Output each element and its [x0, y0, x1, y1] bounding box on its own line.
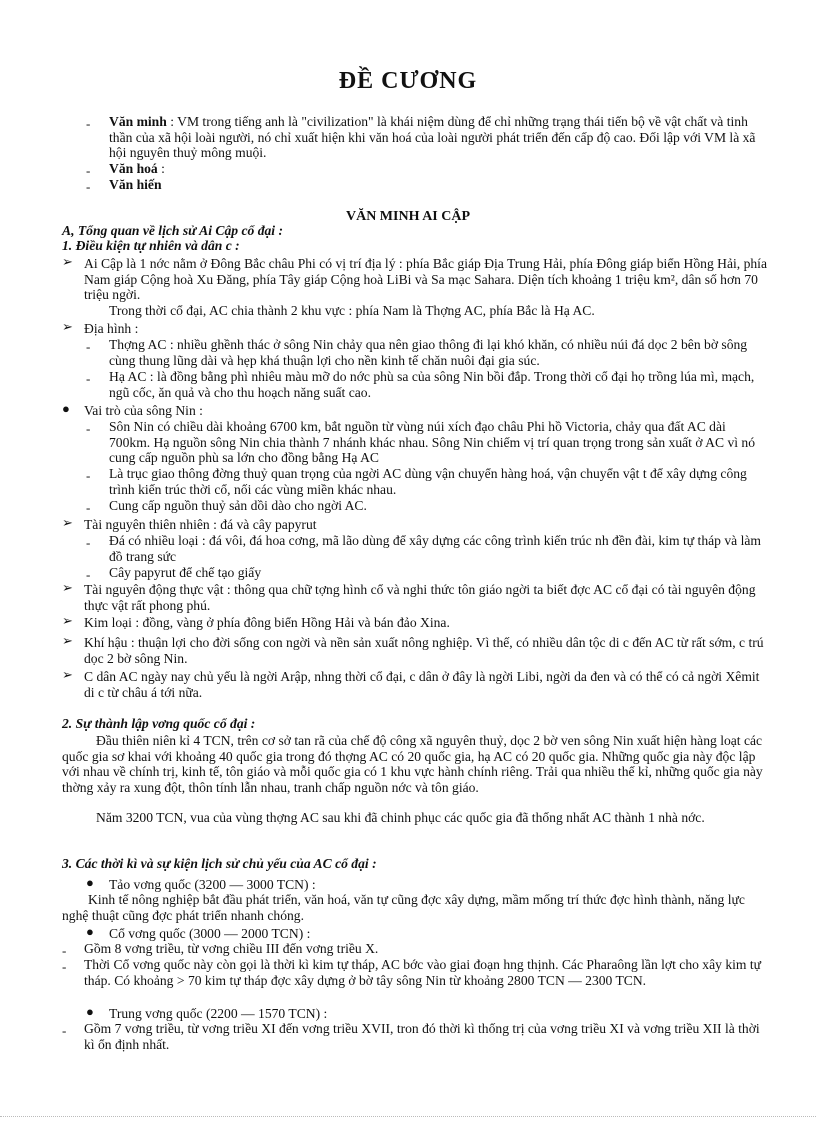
period-old-kingdom: Cổ vơng quốc (3000 — 2000 TCN) : [109, 926, 311, 941]
paragraph-flora-fauna: Tài nguyên động thực vật : thông qua chữ tợng hình cổ và nghi thức tôn giáo ngời ta biết đợc AC cổ đại có tài nguyên động thực vật rất phong phú. [84, 582, 756, 613]
dash-marker: - [62, 1023, 67, 1038]
period-early-kingdom-detail: Kinh tế nông nghiệp bắt đầu phát triển, văn hoá, văn tự cũng đợc xây dựng, mầm mống trí thức đợc hình thành, năng lực nghệ thuật cũng đợc phát triển nhanh chóng. [62, 892, 745, 923]
paragraph-terrain: Địa hình : [84, 321, 139, 336]
round-bullet-icon: ● [86, 924, 94, 939]
nile-transport: Là trục giao thông đờng thuỷ quan trọng của ngời AC dùng vận chuyển hàng hoá, vận chuyển vật t để xây dựng công trình kiến trúc thời cổ, nối các vùng miền khác nhau. [109, 466, 747, 497]
arrow-bullet-icon: ➢ [62, 515, 73, 530]
nile-length: Sôn Nin có chiều dài khoảng 6700 km, bắt nguồn từ vùng núi xích đạo châu Phi hồ Victoria, chảy qua đất AC dài 700km. Hạ nguồn sông Nin chia thành 7 nhánh khác nhau. Sông Nin chiếm vị trí quan trọng trong sản xuất ở AC vì nó cung cấp nguồn phù sa lớn cho đồng bằng Hạ AC [109, 419, 756, 465]
page-bottom-divider [0, 1116, 816, 1117]
dash-marker: - [86, 567, 91, 582]
arrow-bullet-icon: ➢ [62, 633, 73, 648]
dash-marker: - [86, 371, 91, 386]
paragraph-climate: Khí hậu : thuận lợi cho đời sống con ngời và nền sản xuất nông nghiệp. Vì thế, có nhiều dân tộc di c đến AC từ rất sớm, c trú dọc 2 bờ sông Nin. [84, 635, 764, 666]
dash-marker: - [62, 943, 67, 958]
terrain-upper: Thợng AC : nhiều ghềnh thác ở sông Nin chảy qua nên giao thông đi lại khó khăn, có nhiều núi đá dọc 2 bên bờ sông cùng thung lũng dài và hẹp khá thuận lợi cho nền kinh tế chăn nuôi đại gia súc. [109, 337, 748, 368]
round-bullet-icon: ● [62, 401, 70, 416]
dash-marker: - [86, 179, 91, 194]
dash-marker: - [86, 535, 91, 550]
period-middle-kingdom: Trung vơng quốc (2200 — 1570 TCN) : [109, 1006, 328, 1021]
paragraph-nile-role: Vai trò của sông Nin : [84, 403, 203, 418]
round-bullet-icon: ● [86, 1004, 94, 1019]
paragraph-metals: Kim loại : đồng, vàng ở phía đông biển Hồng Hải và bán đảo Xina. [84, 615, 450, 630]
dash-marker: - [86, 468, 91, 483]
paragraph-formation: Đầu thiên niên kỉ 4 TCN, trên cơ sở tan rã của chế độ công xã nguyên thuỷ, dọc 2 bờ ven sông Nin xuất hiện hàng loạt các quốc gia sơ khai với khoảng 40 quốc gia trong đó thợng AC có 20 quốc gia, hạ AC có 20 quốc gia. Những quốc gia này độc lập với nhau về chính trị, kinh tế, tôn giáo và mỗi quốc gia có 1 khu vực hành chính riêng. Trải qua nhiều thế kỉ, những quốc gia này thờng xảy ra xung đột, thôn tính lẫn nhau, tranh chấp nguồn nớc và tôn giáo. [62, 733, 763, 795]
subsection-1-title: 1. Điều kiện tự nhiên và dân c : [62, 238, 240, 253]
arrow-bullet-icon: ➢ [62, 319, 73, 334]
resources-stone: Đá có nhiều loại : đá vôi, đá hoa cơng, mã lão dùng để xây dựng các công trình kiến trúc nh đền đài, kim tự tháp và làm đồ trang sức [109, 533, 761, 564]
arrow-bullet-icon: ➢ [62, 254, 73, 269]
paragraph-regions: Trong thời cổ đại, AC chia thành 2 khu vực : phía Nam là Thợng AC, phía Bắc là Hạ AC. [109, 303, 595, 318]
old-kingdom-pyramids: Thời Cổ vơng quốc này còn gọi là thời kì kim tự tháp, AC bớc vào giai đoạn hng thịnh. Các Pharaông lần lợt cho xây kim tự tháp. Có khoảng > 70 kim tự tháp đợc xây dựng ở bờ tây sông Nin từ khoảng 2800 TCN — 2300 TCN. [84, 957, 762, 988]
arrow-bullet-icon: ➢ [62, 580, 73, 595]
document-title: ĐỀ CƯƠNG [338, 68, 478, 94]
paragraph-location: Ai Cập là 1 nớc nằm ở Đông Bắc châu Phi có vị trí địa lý : phía Bắc giáp Địa Trung Hải, phía Đông giáp biển Hồng Hải, phía Nam giáp Cộng hoà Xu Đăng, phía Tây giáp Cộng hoà LiBi và Sa mạc Sahara. Diện tích khoảng 1 triệu km², dân số hơn 70 triệu ngời. [84, 256, 767, 302]
definition-van-minh: Văn minh : VM trong tiếng anh là "civilization" là khái niệm dùng để chỉ những trạng thái tiến bộ về vật chất và tinh thần của xã hội loài người, nó chỉ xuất hiện khi văn hoá của loài người phát triển đến cấp độ cao. Đối lập với VM là xã hội nguyên thuỷ mông muội. [109, 114, 756, 160]
old-kingdom-dynasties: Gồm 8 vơng triều, từ vơng chiều III đến vơng triều X. [84, 941, 379, 956]
section-a-title: A, Tổng quan về lịch sử Ai Cập cổ đại : [62, 223, 283, 238]
nile-fishery: Cung cấp nguồn thuỷ sản dồi dào cho ngời AC. [109, 498, 367, 513]
period-early-kingdom: Tảo vơng quốc (3200 — 3000 TCN) : [109, 877, 316, 892]
terrain-lower: Hạ AC : là đồng bằng phì nhiêu màu mỡ do nớc phù sa của sông Nin bồi đắp. Trong thời cổ đại họ trồng lúa mì, mạch, ngũ cốc, ăn quả và cho thu hoạch năng suất cao. [109, 369, 755, 400]
dash-marker: - [86, 116, 91, 131]
dash-marker: - [86, 500, 91, 515]
dash-marker: - [86, 339, 91, 354]
definition-van-hien: Văn hiến [109, 177, 162, 192]
dash-marker: - [86, 163, 91, 178]
arrow-bullet-icon: ➢ [62, 613, 73, 628]
round-bullet-icon: ● [86, 875, 94, 890]
paragraph-inhabitants: C dân AC ngày nay chủ yếu là ngời Arập, nhng thời cổ đại, c dân ở đây là ngời Libi, ngời da đen và có thể có cả ngời Xêmit di c từ châu á tới nữa. [84, 669, 760, 700]
subsection-3-title: 3. Các thời kì và sự kiện lịch sử chủ yếu của AC cổ đại : [62, 856, 377, 871]
paragraph-unification: Năm 3200 TCN, vua của vùng thợng AC sau khi đã chinh phục các quốc gia đã thống nhất AC thành 1 nhà nớc. [96, 810, 705, 825]
dash-marker: - [86, 421, 91, 436]
section-heading: VĂN MINH AI CẬP [345, 209, 471, 224]
arrow-bullet-icon: ➢ [62, 667, 73, 682]
subsection-2-title: 2. Sự thành lập vơng quốc cổ đại : [62, 716, 256, 731]
dash-marker: - [62, 959, 67, 974]
resources-papyrus: Cây papyrut để chế tạo giấy [109, 565, 262, 580]
definition-van-hoa: Văn hoá : [109, 161, 165, 176]
paragraph-resources: Tài nguyên thiên nhiên : đá và cây papyrut [84, 517, 317, 532]
middle-kingdom-dynasties: Gồm 7 vơng triều, từ vơng triều XI đến vơng triều XVII, tron đó thời kì thống trị của vơng triều XI và vơng triều XII là thời kì ổn định nhất. [84, 1021, 760, 1052]
